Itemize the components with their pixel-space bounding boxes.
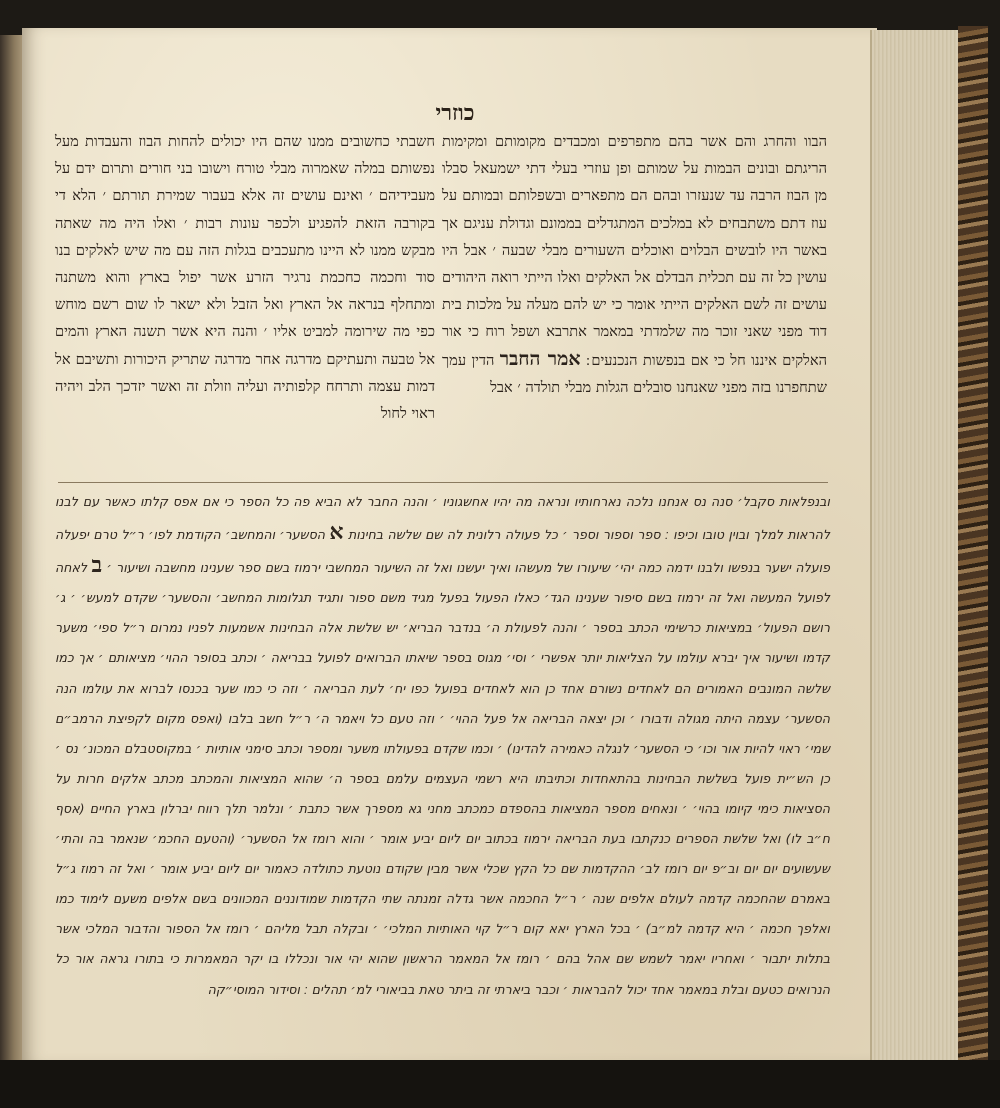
main-text-left-body: חשבתי כחשובים ממנו שהם היו יכולים להחות הבוז והעבדות מעל נפשותם במלה שאמרוה מבלי טורח וישובו בני חורים ותרום ידם על מעבידיהם ׳ ואינם עושים זה אלא בעבור שמירת תורתם ׳ הלא די בקורבה הזאת להפגיע ולכפר עונות רבות ׳ ואלו היה מה שאתה מבקש ממנו לא היינו מתעכבים בגלות הזה עם מה שיש לאלקים בנו סוד וחכמה כחכמת נרגיר הזרע אשר יפול בארץ והוא משתנה ומתחלף בנראה אל הארץ ואל הזבל ולא ישאר לו שום רשם מוחש כפי מה שירומה למביט אליו ׳ והנה היא אשר תשנה הארץ והמים אל טבעה ותעתיקם מדרגה אחר מדרגה שתריק היכורות ותשיבם אל דמות עצמה ותרחח קלפותיה ועליה וזולת זה ואשר יזדכך הלב ויהיה ראוי לחול bbox=[55, 133, 435, 423]
background-bottom bbox=[0, 1060, 1000, 1108]
commentary-section-1: הסשער׳ והמחשב׳ הקודמת לפו׳ ר״ל טרם יפעלה פועלה ישער בנפשו ולבנו ידמה כמה יהי׳ שיעורו של מעשהו ואיך יעשנו ואל זה השיעור המחשבי ירמוז בשם ספר שענינו מחשבה ושיעור ׳ bbox=[55, 527, 830, 576]
main-text-column-right bbox=[442, 128, 827, 401]
commentary-section-2: לאחה לפועל המעשה ואל זה ירמוז בשם סיפור שענינו הגד׳ כאלו הפעול בפעל מגיד משם ספור ותגיד תגלומות המחשב׳ והסשער׳ שקדם למעש׳ ׳ ג׳ רושם הפעול׳ במציאות כרשימי הכתב בספר ׳ והנה לפעולת ה׳ בנדבר הבריא׳ יש שלשת אלה הבחינות אשמעות לפניו נמרום ר״ל ספי׳ משער קדמו ושיעור איך יברא עולמו על הצליאות יותר אפשרי ׳ וסי׳ מגוס בספר שיאתו הברואים לפועל בבריאה ׳ וכתב בסופר ההוי׳ מציאותם ׳ אך כמו שלשה המונבים האמורים הם לאחדים נשורם אחד כן הוא לאחדים בפועל כפו יח׳ לעת הבריאה ׳ וזה כי כמו שער בכנסו לברוא את עולמו הנה הסשער׳ עצמה היתה מגולה ודבורו ׳ וכן יצאה הבריאה אל פעל ההוי׳ ׳ וזה טעם כל ויאמר ה׳ ר״ל חשב בלבו (ואפס מקום לקפיצת הרמב״ם שמי׳ ראוי להיות אור וכו׳ כי הסשער׳ לנגלה כאמירה להדינו) ׳ וכמו שקדם בפעולתו משער ומספר וכתב סימני אותיות ׳ במקוסטבלם המכונ׳ נס ׳ כן הש״ית פועל בשלשת הבחינות בהתאחדות וכתיבתו היא רשמי העצמים עלמם בספר ה׳ שהוא המציאות והמכתב מכתב אלקים חרות על הסציאות כימי קיומו בהוי׳ ׳ ונאחים מספר המציאות בהספדם כמכתב מחני גא מספרך אשר כתבת ׳ ונלמר תלך רווח יברלון בארץ החיים (אסף ח״ב לו) ואל שלשת הספרים כנקתבו בעת הבריאה ירמוז בכתוב יום ליום יביע אומר ׳ והוא רומז אל הסשער׳ (והטעם החכמ׳ שנאמר בה והתי׳ שעשועים יום יום וב״פ יום רומז לב׳ ההקדמות שם כל הקץ שכלי אשר מבין שקודם נוטעת כתולדה כאמור יום ליום יביע אומר ׳ ואל זה רמוז ג״ל באמרם שהחכמה קדמה לעולם אלפים שנה ׳ ר״ל החכמה אשר גדלה זמנתה שתי הקדמות שמודוננים המכוונים בשם אלפים משעם לימוד כמו ואלפך חכמה ׳ היא קדמה למ״ב) ׳ בכל הארץ יאא קום ר״ל קוי האותיות המלכי׳ ׳ ובקלה תבל מליהם ׳ רומז אל הספור והדבור המלכי אשר בתלות יתבור ׳ ואחריו יאמר לשמש שם אהל בהם ׳ רומז אל המאמר הראשון שהוא יהי אור ונכללו בו יקר המאמרות כי בתורו גראה אור כל הנרואים כטעם ובלת במאמר אחד יכול להבראות ׳ וכבר ביארתי זה ביתר טאת בביאורי למ׳ תהלים ׃ וסידור המוסי״קה bbox=[55, 560, 830, 997]
commentary-marker-bet: ב bbox=[91, 552, 103, 579]
commentary-block bbox=[55, 487, 830, 1005]
commentary-intro: ובנפלאות סקבל׳ סנה נס אנחנו נלכה נארחותיו ונראה מה יהיו אחשגוניו ׳ והנה החבר לא הביא פה כל הספר כי אם אפס קלתו כאשר עם לבנו להראות למלך ובוין טובו וכיפו ׃ ספר וספור וספר ׳ כל פעולה רלונית לה שם שלשה בחינות bbox=[55, 494, 830, 543]
separator-rule bbox=[58, 482, 828, 483]
speaker-heading: אמר החבר bbox=[499, 347, 581, 370]
speaker-text: הדין עמך שתחפרנו בזה מפני שאנחנו סובלים הגלות מבלי תולדה ׳ אבל bbox=[442, 351, 827, 396]
running-head-title: כוזרי bbox=[435, 100, 475, 126]
main-text-right-body: הבוו והחרג והם אשר בהם מתפרפים ומכבדים מקומותם ומקימות הריגתם ובונים הבמות על שמותם ופן עוזרי בעלי דתי ישמעאל סבלו מן הבוז הרבה עד שנעזרו ובהם הם מתפארים ובשפלותם ובמותם על עוז דתם משתבחים לא במלכים המתגדלים בממונם וגדולת עניגם אך באשר היו לובשים הבלוים ואוכלים השעורים מבלי שבעה ׳ אבל היו עושין כל זה עם תכלית הבדלם אל האלקים ואלו הייתי רואה היהודים עושים זה לשם האלקים הייתי אומר כי יש להם מעלה על מלכות בית דוד מפני שאני זוכר מה שלמדתי במאמר אתרבא ושפל רוח כי אור האלקים איננו חל כי אם בנפשות הנכנעים ׃ bbox=[442, 133, 827, 369]
page-block-edge bbox=[870, 30, 964, 1060]
commentary-marker-alef: א bbox=[329, 519, 344, 546]
main-text-column-left bbox=[55, 128, 435, 427]
marbled-cover-edge bbox=[958, 26, 988, 1066]
